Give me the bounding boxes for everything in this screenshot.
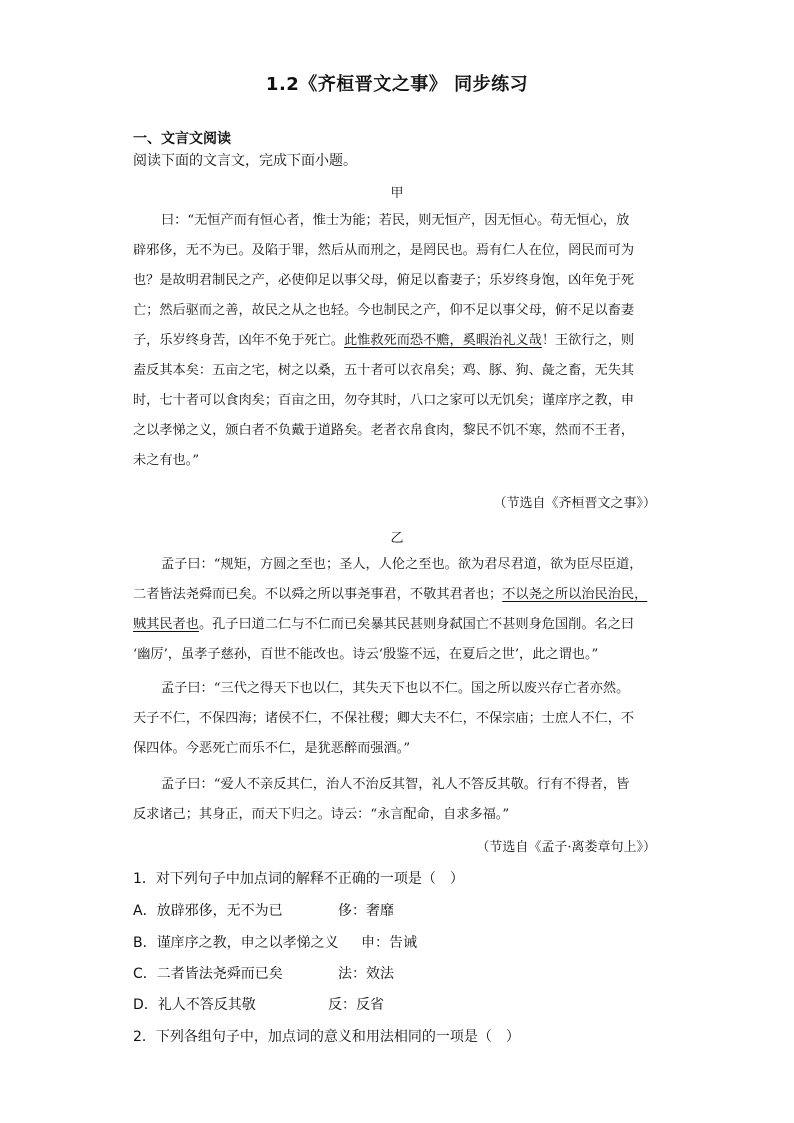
passage-line: 天子不仁，不保四海；诸侯不仁，不保社稷；卿大夫不仁，不保宗庙；士庶人不仁，不 bbox=[133, 711, 635, 726]
underlined-sentence: 贼其民者也 bbox=[133, 617, 199, 632]
question-1-option-b[interactable] bbox=[133, 932, 417, 952]
option-text: A．放辟邪侈，无不为已 bbox=[133, 903, 283, 919]
passage-yi-2 bbox=[133, 674, 663, 764]
passage-label-jia: 甲 bbox=[390, 186, 404, 201]
passage-line: 时，七十者可以食肉矣；百亩之田，勿夺其时，八口之家可以无饥矣；谨庠序之教，申 bbox=[133, 393, 635, 408]
passage-line: 反求诸己；其身正，而天下归之。诗云：“永言配命，自求多福。” bbox=[133, 807, 510, 822]
passage-line: 孟子曰：“爱人不亲反其仁，治人不治反其智，礼人不答反其敬。行有不得者，皆 bbox=[161, 777, 630, 792]
question-2-stem: 2．下列各组句子中，加点词的意义和用法相同的一项是（ ） bbox=[133, 1029, 520, 1045]
question-1-option-a[interactable] bbox=[133, 900, 394, 920]
passage-line: 盍反其本矣：五亩之宅，树之以桑，五十者可以衣帛矣；鸡、豚、狗、彘之畜，无失其 bbox=[133, 363, 635, 378]
underlined-sentence: 不以尧之所以治民治民， bbox=[502, 587, 648, 602]
passage-line: 亡；然后驱而之善，故民之从之也轻。今也制民之产，仰不足以事父母，俯不足以畜妻 bbox=[133, 303, 635, 318]
passage-line: 曰：“无恒产而有恒心者，惟士为能；若民，则无恒产，因无恒心。苟无恒心，放 bbox=[161, 213, 630, 228]
source-jia: （节选自《齐桓晋文之事》） bbox=[493, 496, 656, 511]
option-text: B．谨庠序之教，申之以孝悌之义 bbox=[133, 935, 339, 951]
passage-yi-1 bbox=[133, 550, 663, 670]
passage-text: ！王欲行之，则 bbox=[541, 333, 635, 348]
passage-line: 未之有也。” bbox=[133, 453, 200, 468]
option-gloss: 侈：奢靡 bbox=[338, 903, 394, 919]
passage-text: 子，乐岁终身苦，凶年不免于死亡。 bbox=[133, 333, 344, 348]
section-heading: 一、文言文阅读 bbox=[133, 131, 231, 147]
option-text: D．礼人不答反其敬 bbox=[133, 997, 256, 1013]
passage-jia bbox=[133, 206, 663, 476]
passage-line bbox=[133, 326, 663, 356]
section-instruction: 阅读下面的文言文，完成下面小题。 bbox=[133, 153, 357, 169]
passage-line: 辟邪侈，无不为已。及陷于罪，然后从而刑之，是罔民也。焉有仁人在位，罔民而可为 bbox=[133, 243, 635, 258]
passage-line: 孟子曰：“三代之得天下也以仁，其失天下也以不仁。国之所以废兴存亡者亦然。 bbox=[161, 681, 630, 696]
passage-text: 。孔子曰道二仁与不仁而已矣暴其民甚则身弑国亡不甚则身危国削。名之曰 bbox=[198, 617, 635, 632]
option-gloss: 法：效法 bbox=[338, 966, 394, 982]
passage-line: 保四体。今恶死亡而乐不仁，是犹恶醉而强酒。” bbox=[133, 741, 411, 756]
passage-line bbox=[133, 610, 663, 640]
question-1-option-d[interactable] bbox=[133, 994, 384, 1014]
passage-line: 孟子曰：“规矩，方圆之至也；圣人，人伦之至也。欲为君尽君道，欲为臣尽臣道， bbox=[161, 557, 643, 572]
question-1-option-c[interactable] bbox=[133, 963, 394, 983]
passage-line bbox=[133, 580, 663, 610]
passage-line: 也？是故明君制民之产，必使仰足以事父母，俯足以畜妻子；乐岁终身饱，凶年免于死 bbox=[133, 273, 635, 288]
source-yi: （节选自《孟子·离娄章句上》） bbox=[476, 840, 656, 855]
passage-line: 之以孝悌之义，颁白者不负戴于道路矣。老者衣帛食肉，黎民不饥不寒，然而不王者， bbox=[133, 423, 635, 438]
passage-text: 二者皆法尧舜而已矣。不以舜之所以事尧事君，不敬其君者也； bbox=[133, 587, 503, 602]
passage-yi-3 bbox=[133, 770, 663, 830]
option-gloss: 申：告诫 bbox=[361, 935, 417, 951]
passage-line: ‘幽厉’，虽孝子慈孙，百世不能改也。诗云‘殷鉴不远，在夏后之世’，此之谓也。” bbox=[133, 647, 599, 662]
passage-label-yi: 乙 bbox=[390, 531, 404, 546]
option-text: C．二者皆法尧舜而已矣 bbox=[133, 966, 283, 982]
question-1-stem: 1．对下列句子中加点词的解释不正确的一项是（ ） bbox=[133, 871, 464, 887]
option-gloss: 反：反省 bbox=[328, 997, 384, 1013]
document-title: 1.2《齐桓晋文之事》 同步练习 bbox=[265, 74, 529, 95]
underlined-sentence: 此惟救死而恐不赡，奚暇治礼义哉 bbox=[344, 333, 542, 348]
